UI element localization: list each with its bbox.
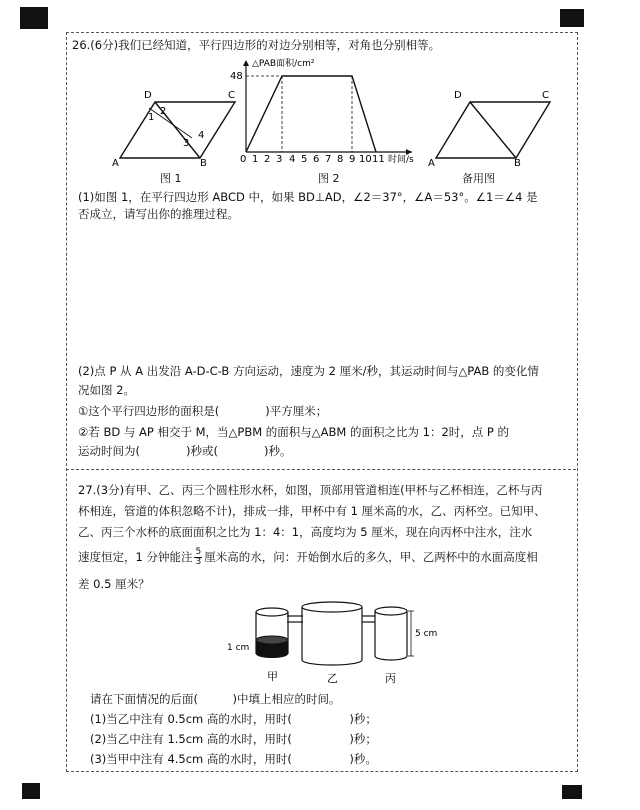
fig1-label-a: A	[112, 158, 119, 168]
figure-2-area-graph	[226, 56, 426, 168]
fig3-label-c: C	[542, 90, 549, 101]
label-1cm: 1 cm	[227, 643, 250, 653]
cup-label-jia: 甲	[267, 670, 278, 683]
fig2-xtick: 1	[252, 154, 259, 165]
fig1-label-c: C	[228, 90, 235, 101]
fig2-xtick: 7	[325, 154, 332, 165]
q27-line5: 差 0.5 厘米？	[78, 577, 150, 591]
q27-case1: (1)当乙中注有 0.5cm 高的水时，用时( )秒；	[90, 712, 377, 726]
fig1-angle-1: 1	[148, 112, 155, 123]
fig1-label-b: B	[200, 158, 207, 168]
fig1-angle-4: 4	[198, 130, 205, 141]
fig3-caption: 备用图	[462, 172, 495, 185]
fig3-label-d: D	[454, 90, 462, 101]
q27-line3: 乙、丙三个水杯的底面面积之比为 1：4：1，高度均为 5 厘米，现在向丙杯中注水，注水	[78, 525, 533, 539]
q26-part2-q2-line2: 运动时间为( )秒或( )秒。	[78, 444, 292, 458]
q26-part1-line1: (1)如图 1，在平行四边形 ABCD 中，如果 BD⊥AD，∠2＝37°，∠A＝53°。∠1＝∠4 是	[78, 190, 538, 204]
q27-line1: 27.(3分)有甲、乙、丙三个圆柱形水杯，如图，顶部用管道相连(甲杯与乙杯相连，乙杯与丙	[78, 483, 543, 497]
fig2-xtick: 3	[276, 154, 283, 165]
q27-line4	[78, 548, 538, 567]
fig2-xtick: 6	[313, 154, 320, 165]
q26-part1-line2: 否成立，请写出你的推理过程。	[78, 207, 239, 221]
q26-part2-q1: ①这个平行四边形的面积是( )平方厘米；	[78, 404, 328, 418]
fig2-xtick: 10	[359, 154, 372, 165]
q26-part2-q2-line1: ②若 BD 与 AP 相交于 M，当△PBM 的面积与△ABM 的面积之比为 1：2时，点 P 的	[78, 425, 510, 439]
fraction-five-thirds	[194, 548, 202, 567]
corner-mark-top-right	[560, 9, 584, 27]
fig2-xlabel: 时间/s	[388, 155, 414, 165]
corner-mark-bottom-left	[22, 783, 40, 799]
fig1-label-d: D	[144, 90, 152, 101]
fig2-ytick-48: 48	[230, 71, 243, 82]
fig2-caption: 图 2	[318, 172, 340, 185]
fig3-label-b: B	[514, 158, 521, 168]
fig2-ylabel: △PAB面积/cm²	[252, 59, 315, 69]
cup-label-bing: 丙	[385, 672, 396, 685]
q26-part2-line1: (2)点 P 从 A 出发沿 A-D-C-B 方向运动，速度为 2 厘米/秒，其运动时间与△PAB 的变化情	[78, 364, 539, 378]
q26-header: 26.(6分)我们已经知道，平行四边形的对边分别相等，对角也分别相等。	[72, 38, 441, 52]
fig1-angle-2: 2	[160, 106, 167, 117]
fig2-xtick: 11	[372, 154, 385, 165]
fig2-xtick: 4	[289, 154, 296, 165]
question-divider	[66, 469, 576, 470]
q27-line4-post: 厘米高的水，问：开始倒水后的多久，甲、乙两杯中的水面高度相	[204, 550, 538, 564]
corner-mark-top-left	[20, 7, 48, 29]
fig2-xtick: 8	[337, 154, 344, 165]
fig2-xtick: 5	[301, 154, 308, 165]
figure-1-parallelogram	[110, 88, 240, 168]
q27-line4-pre: 速度恒定，1 分钟能注	[78, 550, 193, 564]
fig3-label-a: A	[428, 158, 435, 168]
three-cups-figure	[225, 598, 450, 686]
figure-3-spare-parallelogram	[428, 88, 558, 168]
fig2-xtick: 9	[349, 154, 356, 165]
q27-case2: (2)当乙中注有 1.5cm 高的水时，用时( )秒；	[90, 732, 377, 746]
q27-line2: 杯相连，管道的体积忽略不计)，排成一排，甲杯中有 1 厘米高的水，乙、丙杯空。已知甲、	[78, 504, 546, 518]
fig1-caption: 图 1	[160, 172, 182, 185]
q26-part2-line2: 况如图 2。	[78, 383, 135, 397]
fraction-denominator: 3	[195, 557, 202, 567]
fig1-angle-3: 3	[183, 138, 190, 149]
q27-instruction: 请在下面情况的后面( )中填上相应的时间。	[90, 692, 341, 706]
corner-mark-bottom-right	[562, 785, 582, 799]
fraction-numerator: 5	[195, 547, 202, 557]
q27-case3: (3)当甲中注有 4.5cm 高的水时，用时( )秒。	[90, 752, 377, 766]
fig2-origin: 0	[240, 154, 247, 165]
label-5cm: 5 cm	[415, 629, 438, 639]
cup-label-yi: 乙	[327, 672, 338, 685]
fig2-xtick: 2	[264, 154, 271, 165]
